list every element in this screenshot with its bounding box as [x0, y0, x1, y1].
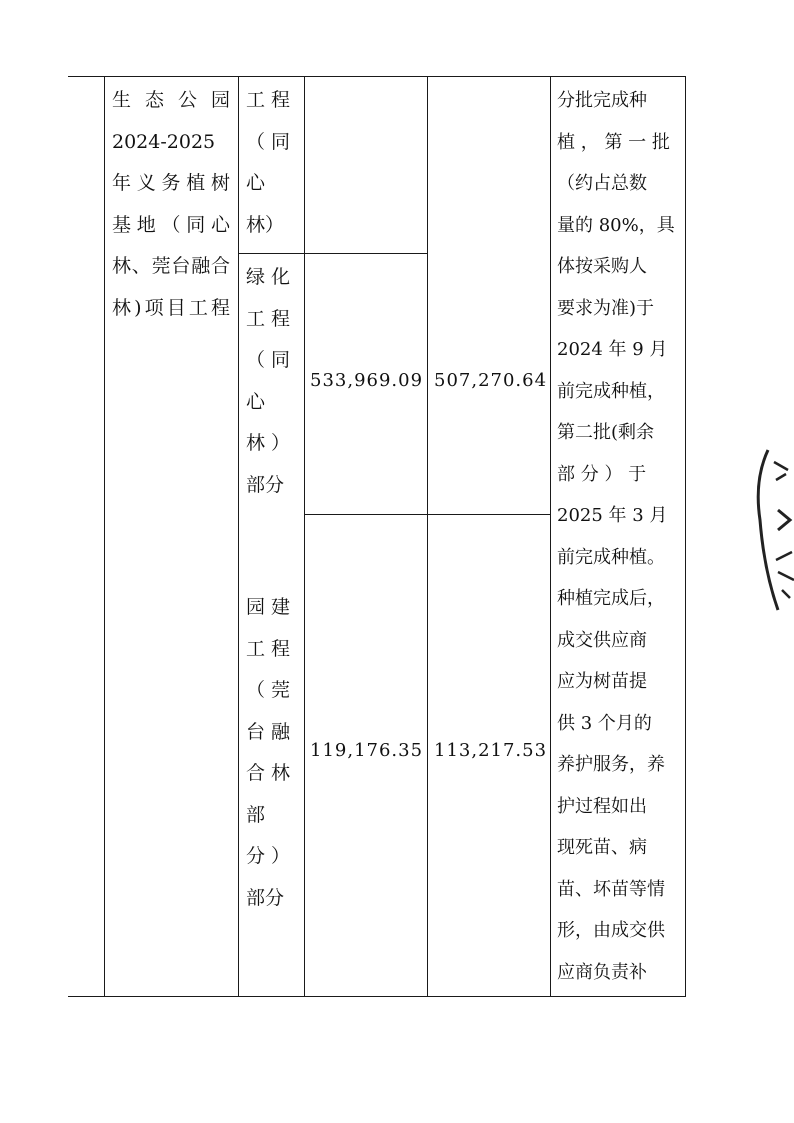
sub-item-line: 心 [246, 390, 266, 413]
requirement-line: 应为树苗提 [557, 671, 647, 692]
sub-item-line: 工 程 [246, 637, 291, 660]
sub-item-line: 工 程 [246, 89, 291, 111]
sub-item-line: （ 莞 [246, 679, 291, 701]
column-divider-4 [427, 76, 428, 997]
sub-item-line: 林 ） [246, 432, 291, 454]
sub-item-line: 台 融 [246, 720, 291, 743]
requirement-line: 部 分 ） 于 [557, 463, 647, 485]
requirement-line: 2024 年 9 月 [557, 339, 668, 360]
column-divider-1 [104, 76, 105, 997]
requirement-line: 形，由成交供 [557, 920, 665, 941]
sub-item-line: （ 同 [246, 349, 291, 371]
amount-1-landscape: 119,176.35 [310, 740, 424, 761]
project-name-line: 林、莞台融合 [112, 255, 230, 277]
sub-item-line: 部分 [246, 473, 285, 496]
sub-item-line: 部分 [246, 886, 285, 909]
requirement-line: 养护服务，养 [557, 754, 665, 775]
requirement-line: 分批完成种 [557, 90, 647, 111]
requirement-line: 护过程如出 [557, 795, 647, 817]
table-bottom-border [68, 996, 686, 997]
requirement-line: 第二批(剩余 [557, 422, 655, 443]
sub-item-line: 部 [246, 803, 266, 826]
sub-item-greening-cell [246, 257, 298, 506]
sub-item-line: 心 [246, 172, 266, 194]
column-divider-3 [304, 76, 305, 997]
amount-1-greening: 533,969.09 [310, 370, 424, 391]
sub-item-line: 合 林 [246, 762, 291, 784]
column-divider-5 [550, 76, 551, 997]
top-sub-item-cell [246, 80, 298, 246]
requirement-line: 应商负责补 [557, 961, 647, 983]
table-top-border [68, 76, 686, 77]
sub-item-line: 绿 化 [246, 266, 291, 288]
project-name-line: 年义务植树 [112, 172, 230, 194]
requirement-line: 2025 年 3 月 [557, 505, 668, 526]
column-divider-2 [238, 76, 239, 997]
requirement-line: 量的 80%，具 [557, 214, 675, 236]
sub-item-line: 园 建 [246, 596, 291, 618]
row-divider-2 [304, 514, 550, 515]
project-name-line: 生 态 公 园 [112, 89, 230, 111]
requirement-line: 前完成种植， [557, 380, 665, 402]
partial-seal-stamp [748, 440, 794, 620]
requirement-line: 植 ， 第 一 批 [557, 131, 670, 153]
amount-2-landscape: 113,217.53 [434, 740, 548, 761]
sub-item-line: 工 程 [246, 307, 291, 330]
sub-item-landscape-cell [246, 587, 298, 919]
project-name-line: 基地（同心 [112, 213, 230, 236]
requirement-line: 成交供应商 [557, 629, 647, 651]
project-name-cell [112, 80, 230, 329]
requirement-line: 种植完成后， [557, 588, 665, 609]
requirement-line: 体按采购人 [557, 256, 647, 277]
table-right-border [685, 76, 686, 997]
requirement-line: 要求为准)于 [557, 297, 655, 319]
project-name-line: 林)项目工程 [112, 296, 230, 319]
requirement-line: 供 3 个月的 [557, 712, 652, 734]
amount-2-greening: 507,270.64 [434, 370, 548, 391]
project-name-line: 2024-2025 [112, 130, 216, 153]
sub-item-line: 林） [246, 213, 285, 236]
requirement-line: （约占总数 [557, 173, 647, 194]
sub-item-line: （ 同 [246, 130, 291, 153]
requirement-line: 现死苗、病 [557, 837, 647, 858]
requirement-line: 苗、坏苗等情 [557, 878, 665, 900]
row-divider-1 [238, 253, 427, 254]
requirement-line: 前完成种植。 [557, 546, 665, 568]
requirements-cell [557, 80, 678, 993]
sub-item-line: 分 ） [246, 845, 291, 867]
